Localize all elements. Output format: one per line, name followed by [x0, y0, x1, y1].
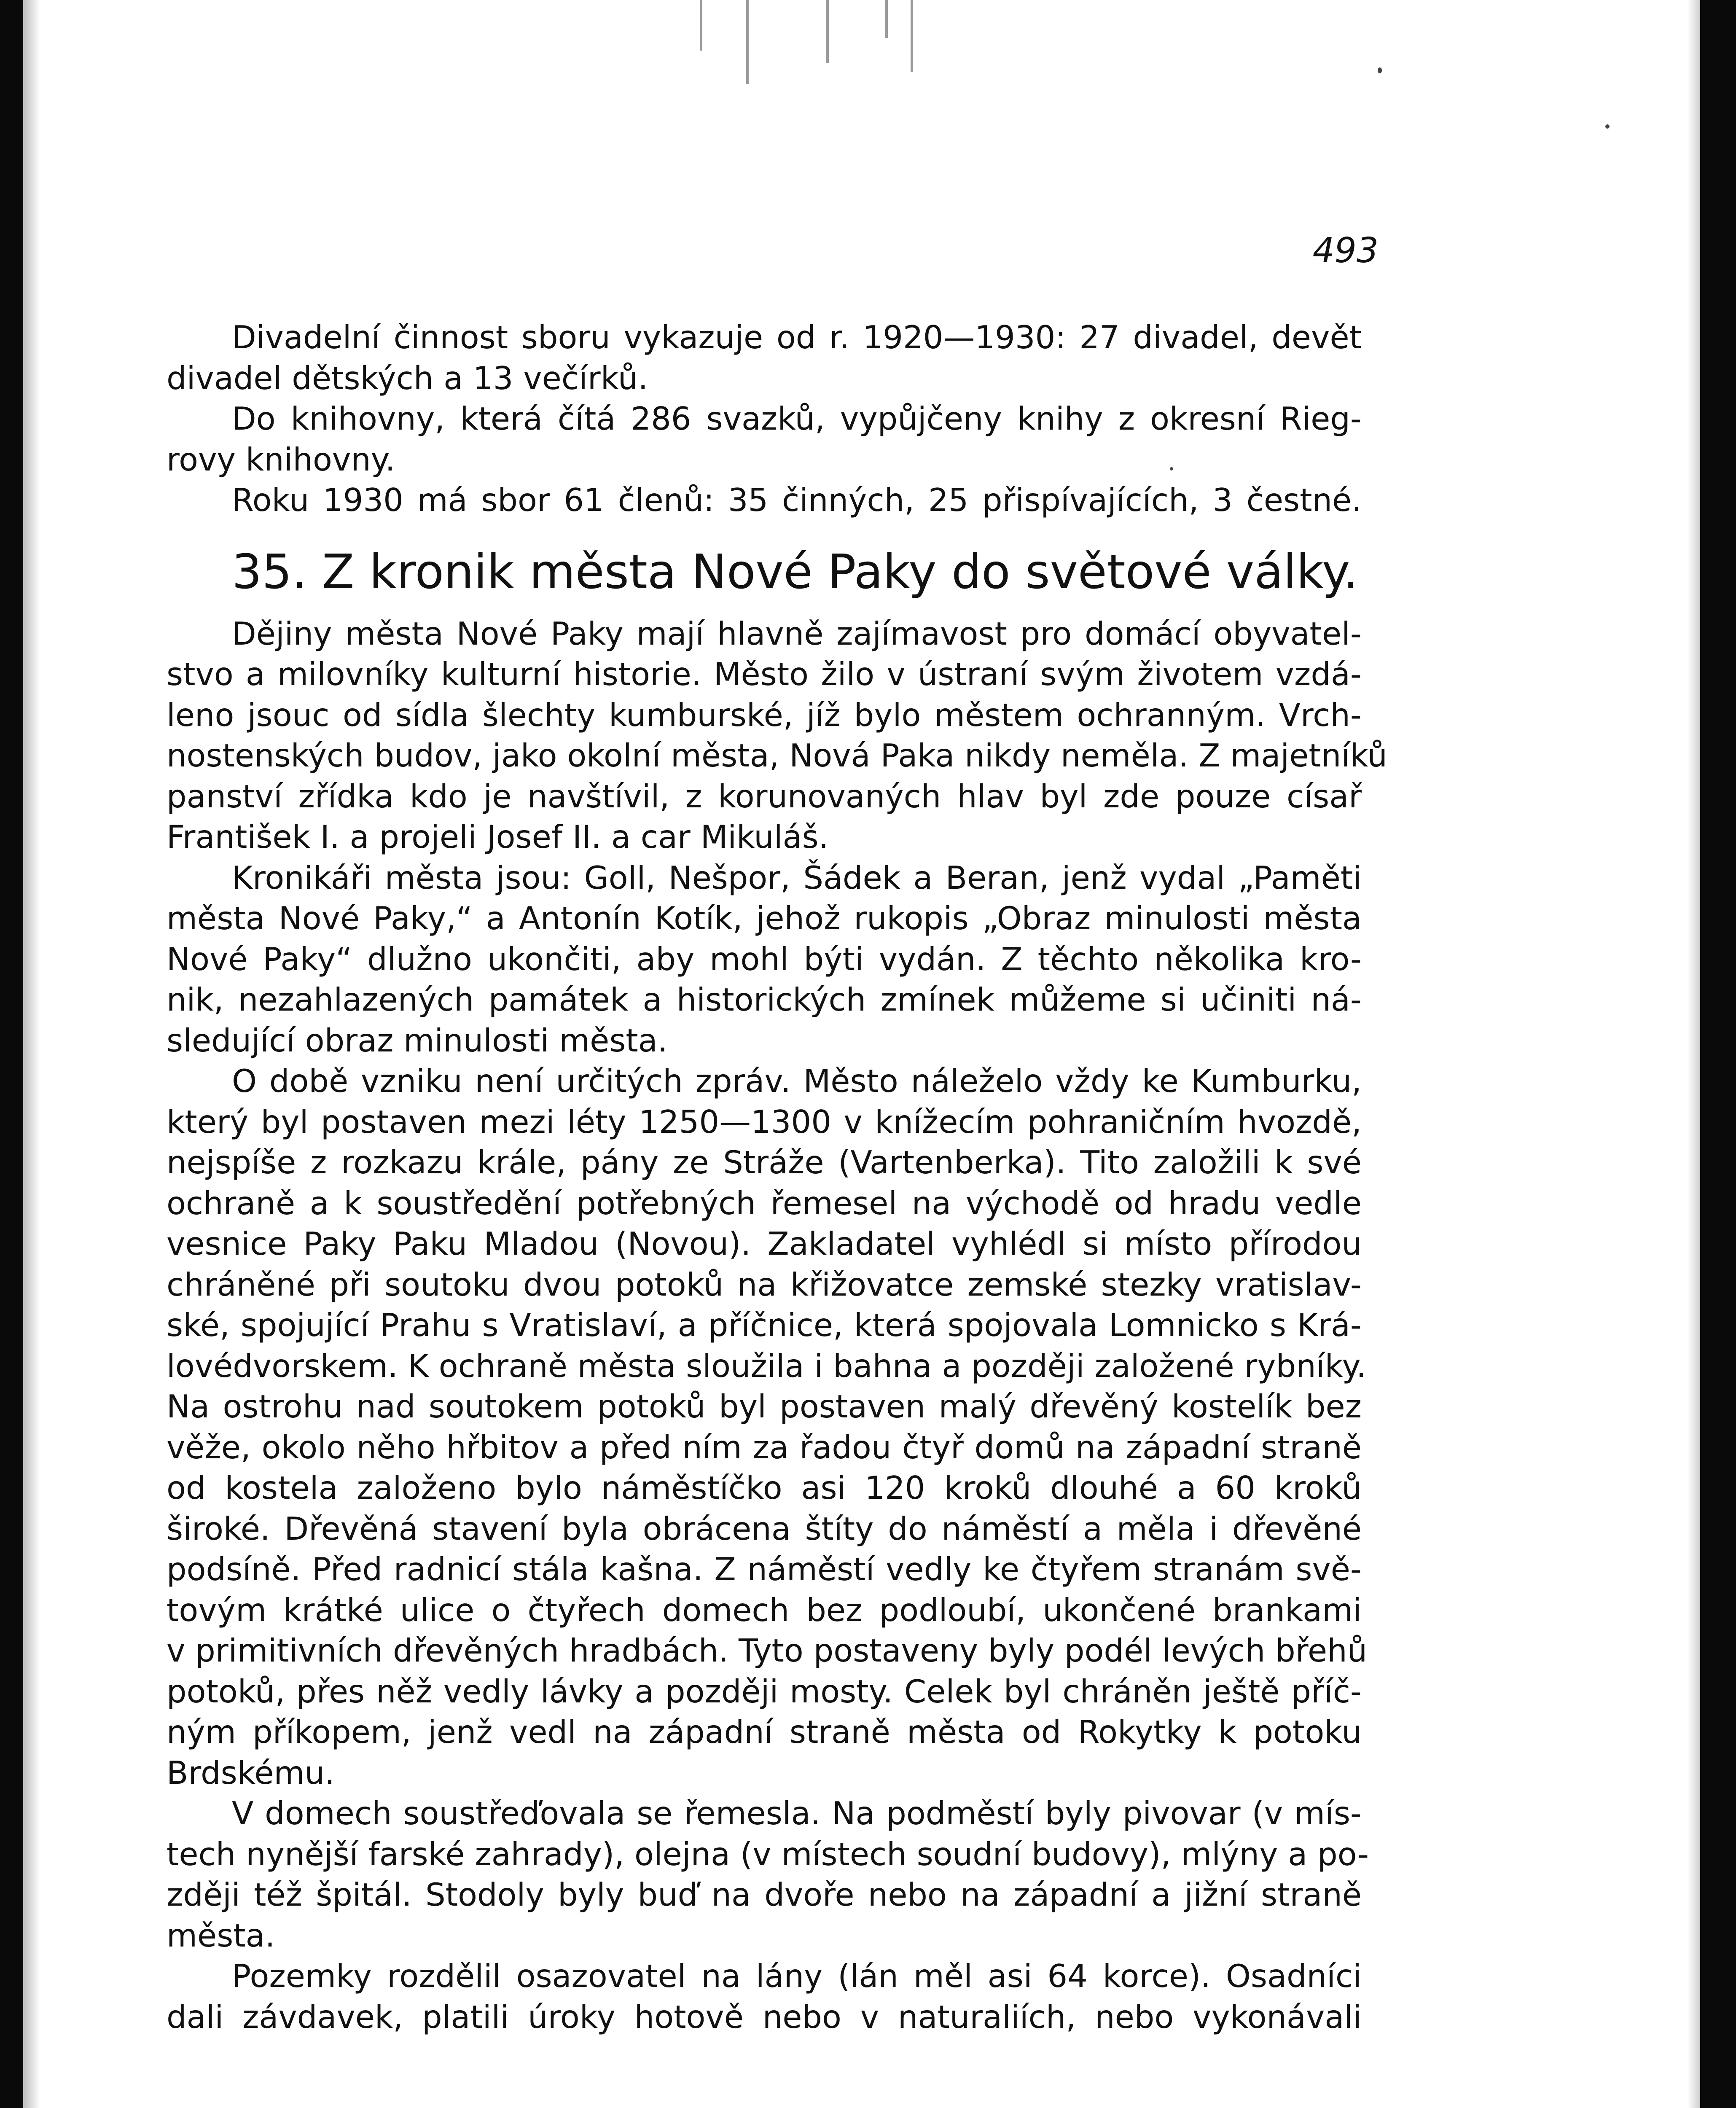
text-line: ské, spojující Prahu s Vratislaví, a příčnice, která spojovala Lomnicko s Krá- — [167, 1307, 1362, 1344]
text-line: nejspíše z rozkazu krále, pány ze Stráže (Vartenberka). Tito založili k své — [167, 1144, 1362, 1181]
text-line: tovým krátké ulice o čtyřech domech bez podloubí, ukončené brankami — [167, 1591, 1362, 1629]
section-heading: 35. Z kronik města Nové Paky do světové války. — [232, 544, 1358, 600]
text-line: nostenských budov, jako okolní města, Nová Paka nikdy neměla. Z majetníků — [167, 737, 1387, 774]
text-line: nik, nezahlazených památek a historických zmínek můžeme si učiniti ná- — [167, 981, 1362, 1018]
text-line: Na ostrohu nad soutokem potoků byl postaven malý dřevěný kostelík bez — [167, 1388, 1362, 1425]
intro-paragraph — [167, 480, 1362, 521]
scan-speck — [1605, 124, 1610, 129]
body-paragraph — [167, 858, 1362, 1061]
body-paragraph — [167, 1793, 1369, 1956]
text-line: O době vzniku není určitých zpráv. Město náleželo vždy ke Kumburku, — [232, 1062, 1362, 1100]
page-number: 493 — [1312, 231, 1379, 271]
text-line: Nové Paky“ dlužno ukončiti, aby mohl býti vydán. Z těchto několika kro- — [167, 940, 1362, 978]
text-line: ochraně a k soustředění potřebných řemesel na východě od hradu vedle — [167, 1184, 1362, 1222]
text-line: rovy knihovny. — [167, 441, 395, 478]
text-line: divadel dětských a 13 večírků. — [167, 359, 648, 397]
text-line: věže, okolo něho hřbitov a před ním za řadou čtyř domů na západní straně — [167, 1428, 1362, 1466]
text-line: Dějiny města Nové Paky mají hlavně zajímavost pro domácí obyvatel- — [232, 615, 1362, 652]
scan-shadow-left — [23, 0, 40, 2108]
text-line: v primitivních dřevěných hradbách. Tyto postaveny byly podél levých břehů — [167, 1632, 1368, 1669]
body-paragraph — [167, 613, 1387, 858]
text-line: od kostela založeno bylo náměstíčko asi 120 kroků dlouhé a 60 kroků — [167, 1469, 1362, 1506]
text-line: vesnice Paky Paku Mladou (Novou). Zakladatel vyhlédl si místo přírodou — [167, 1225, 1362, 1262]
scan-shadow-right — [1688, 0, 1700, 2108]
text-line: panství zřídka kdo je navštívil, z korunovaných hlav byl zde pouze císař — [167, 777, 1362, 815]
text-line: chráněné při soutoku dvou potoků na křižovatce zemské stezky vratislav- — [167, 1266, 1362, 1303]
scan-border-right — [1700, 0, 1736, 2108]
text-line: Kronikáři města jsou: Goll, Nešpor, Šádek a Beran, jenž vydal „Paměti — [232, 859, 1362, 896]
text-line: který byl postaven mezi léty 1250—1300 v knížecím pohraničním hvozdě, — [167, 1103, 1362, 1140]
scan-artifact-marks — [700, 0, 919, 97]
text-line: Roku 1930 má sbor 61 členů: 35 činných, 25 přispívajících, 3 čestné. — [232, 481, 1362, 519]
text-line: Do knihovny, která čítá 286 svazků, vypůjčeny knihy z okresní Rieg- — [232, 400, 1362, 437]
text-line: Divadelní činnost sboru vykazuje od r. 1920—1930: 27 divadel, devět — [232, 319, 1362, 356]
text-line: potoků, přes něž vedly lávky a později mosty. Celek byl chráněn ještě příč- — [167, 1672, 1362, 1710]
text-line: František I. a projeli Josef II. a car Mikuláš. — [167, 818, 829, 855]
text-line: lovédvorskem. K ochraně města sloužila i bahna a později založené rybníky. — [167, 1347, 1366, 1385]
text-line: sledující obraz minulosti města. — [167, 1022, 668, 1059]
text-line: V domech soustřeďovala se řemesla. Na podměstí byly pivovar (v mís- — [232, 1795, 1362, 1832]
intro-paragraph — [167, 398, 1362, 480]
text-line: města Nové Paky,“ a Antonín Kotík, jehož rukopis „Obraz minulosti města — [167, 900, 1362, 937]
text-line: zději též špitál. Stodoly byly buď na dvoře nebo na západní a jižní straně — [167, 1876, 1362, 1913]
text-line: stvo a milovníky kulturní historie. Město žilo v ústraní svým životem vzdá- — [167, 656, 1362, 693]
page-body — [167, 317, 1387, 2037]
text-line: široké. Dřevěná stavení byla obrácena štíty do náměstí a měla i dřevěné — [167, 1510, 1362, 1547]
text-line: Brdskému. — [167, 1754, 335, 1791]
text-line: města. — [167, 1917, 275, 1954]
intro-paragraph — [167, 317, 1362, 398]
scan-speck — [1378, 67, 1382, 73]
text-line: podsíně. Před radnicí stála kašna. Z náměstí vedly ke čtyřem stranám svě- — [167, 1551, 1362, 1588]
scan-border-left — [0, 0, 23, 2108]
body-paragraph — [167, 1061, 1368, 1793]
text-line: dali závdavek, platili úroky hotově nebo v naturaliích, nebo vykonávali — [167, 1998, 1362, 2035]
text-line: tech nynější farské zahrady), olejna (v místech soudní budovy), mlýny a po- — [167, 1835, 1369, 1873]
text-line: ným příkopem, jenž vedl na západní straně města od Rokytky k potoku — [167, 1713, 1362, 1750]
text-line: Pozemky rozdělil osazovatel na lány (lán měl asi 64 korce). Osadníci — [232, 1957, 1362, 1995]
text-line: leno jsouc od sídla šlechty kumburské, jíž bylo městem ochranným. Vrch- — [167, 696, 1362, 734]
body-paragraph — [167, 1956, 1362, 2037]
